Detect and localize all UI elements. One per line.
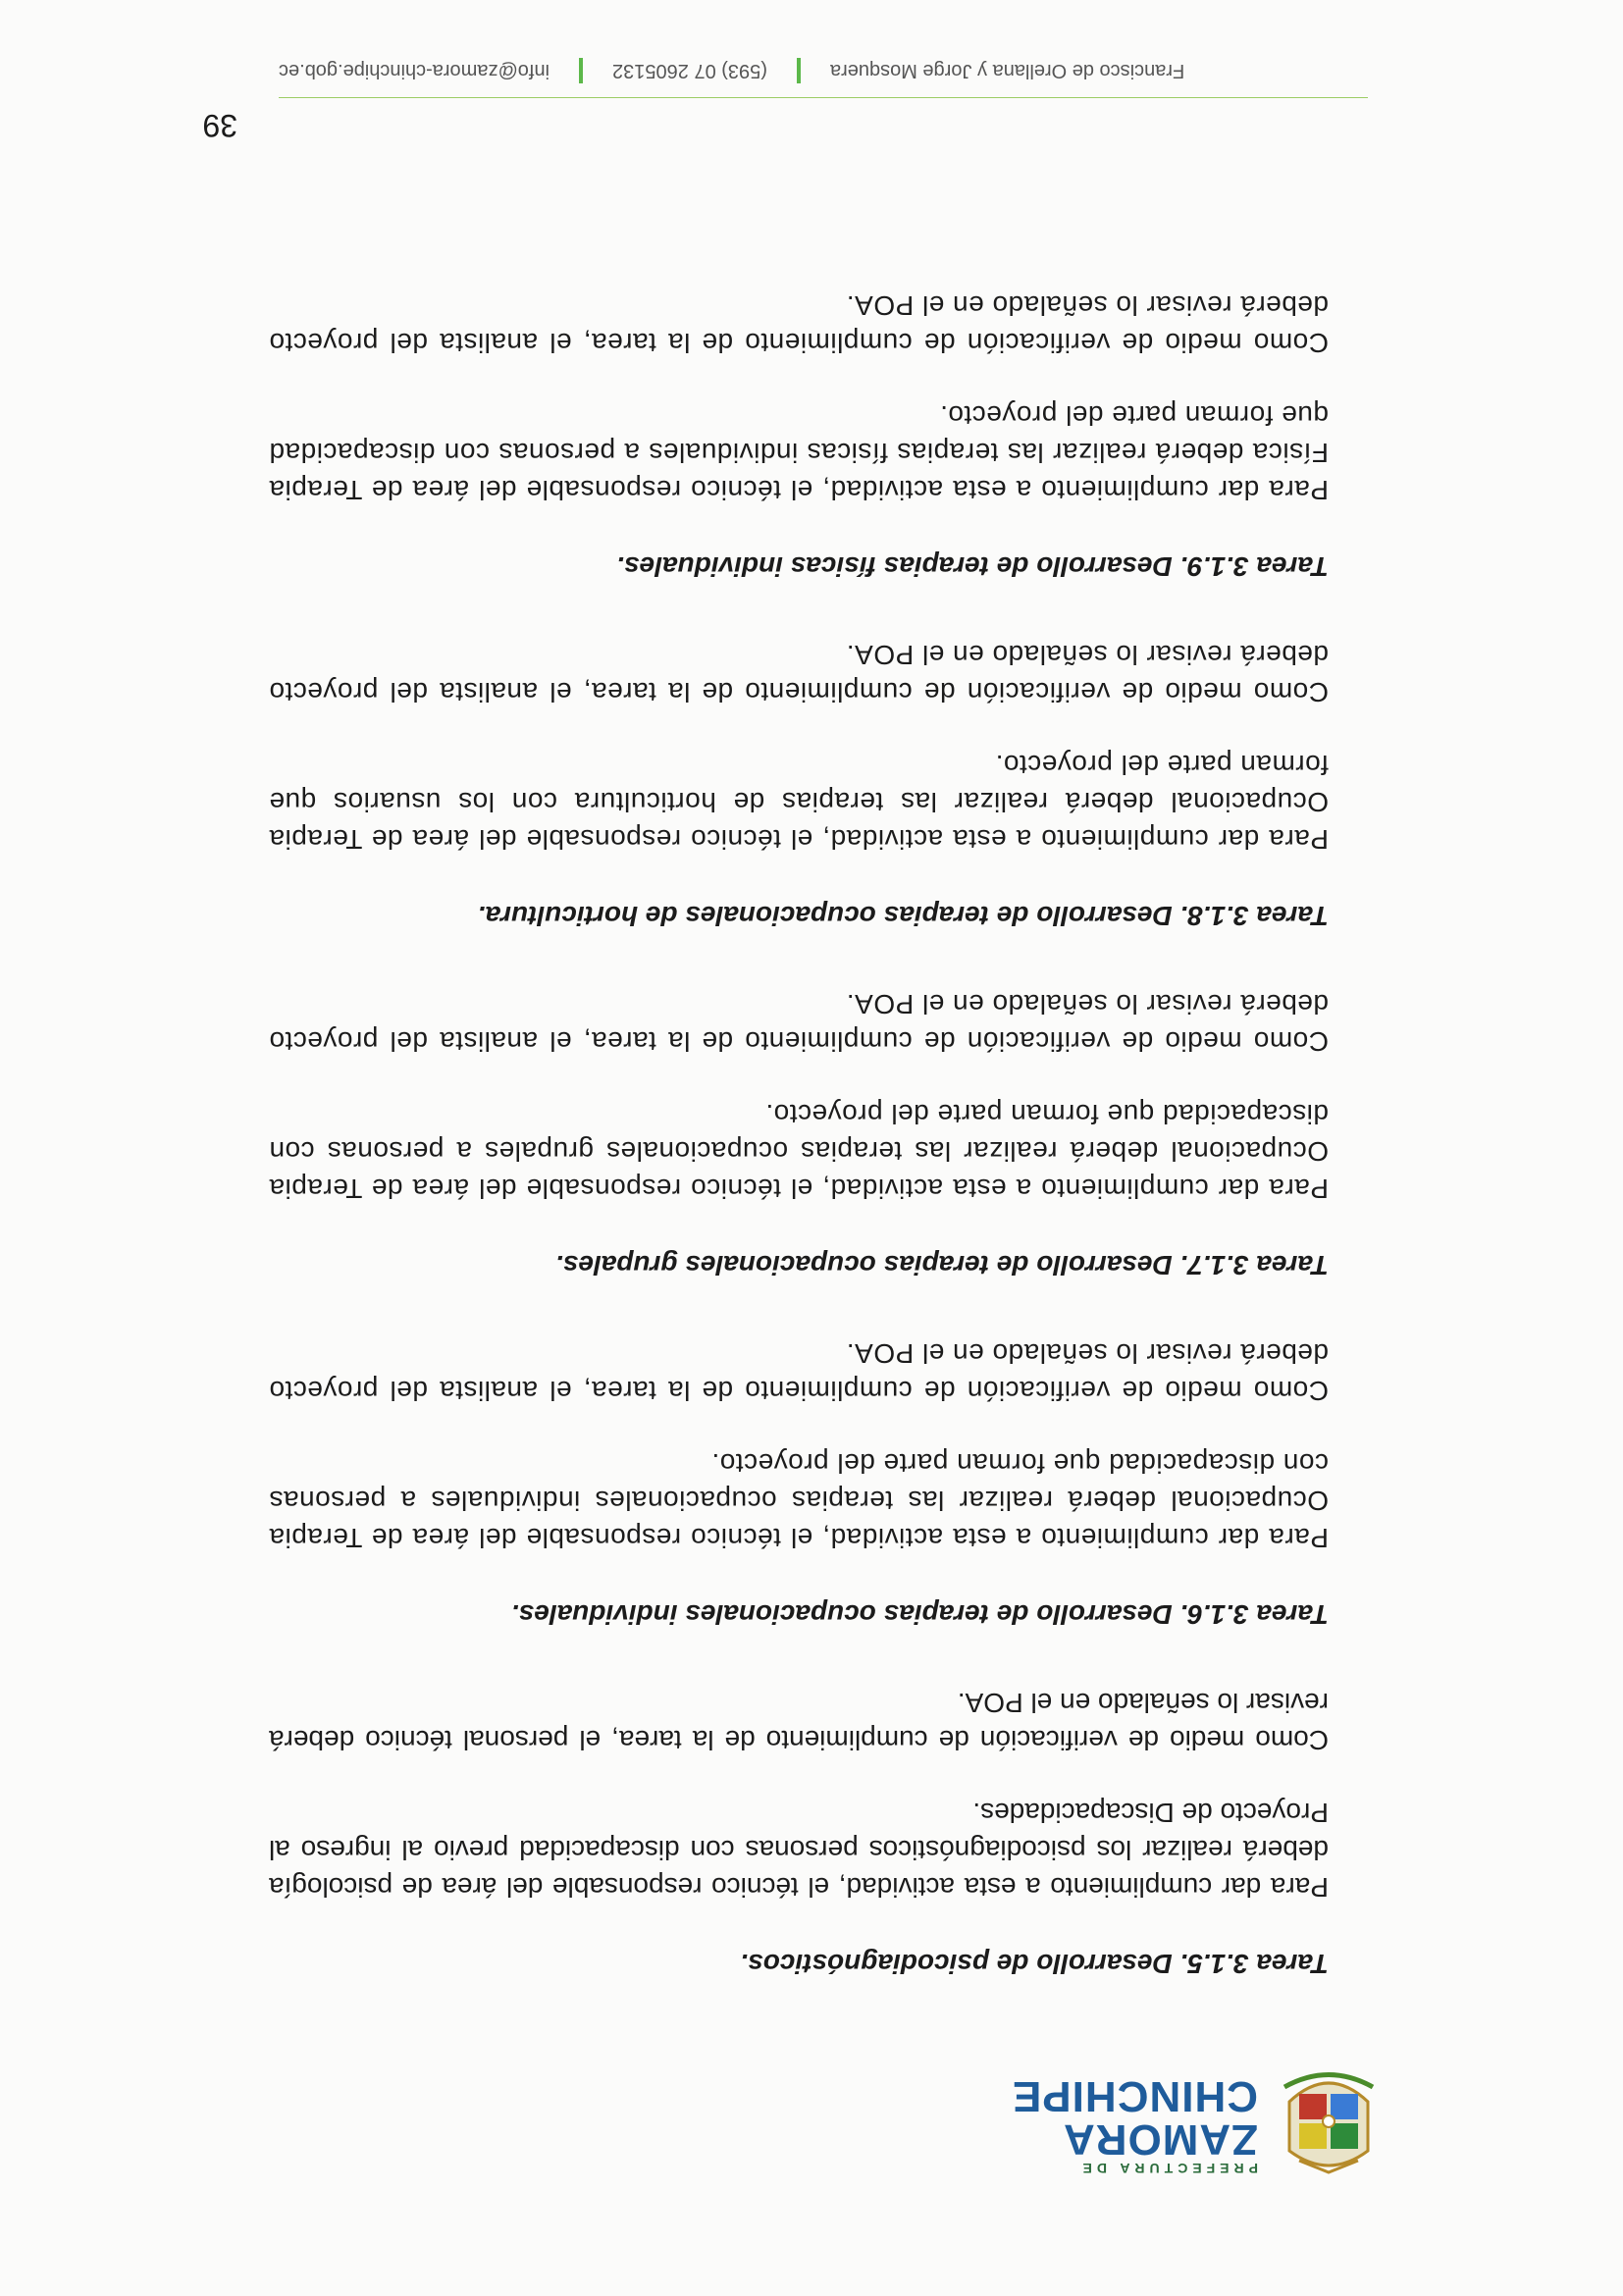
task-heading: Tarea 3.1.9. Desarrollo de terapias físicas individuales. [616, 551, 1329, 582]
paragraph: Como medio de verificación de cumplimiento de la tarea, el personal técnico deberá revisar lo señalado en el POA. [269, 1688, 1329, 1755]
brand-wordmark [1012, 2074, 1258, 2176]
brand-line-zamora: ZAMORA [1062, 2115, 1258, 2164]
paragraph: Para dar cumplimiento a esta actividad, el técnico responsable del área de psicología deberá realizar los psicodiagnósticos personas con discapacidad previo al ingreso al Proyecto de Discapacidades. [269, 1798, 1329, 1903]
paragraph: Como medio de verificación de cumplimiento de la tarea, el analista del proyecto deberá revisar lo señalado en el POA. [269, 290, 1329, 358]
brand-prefix: PREFECTURA DE [1077, 2161, 1258, 2176]
paragraph: Para dar cumplimiento a esta actividad, el técnico responsable del área de Terapia Ocupacional deberá realizar las terapias ocupacionales grupales a personas con discapacidad que forman parte del proyecto. [269, 1099, 1329, 1204]
paragraph: Como medio de verificación de cumplimiento de la tarea, el analista del proyecto deberá revisar lo señalado en el POA. [269, 640, 1329, 707]
section-3-1-7 [269, 985, 1329, 1281]
paragraph: Como medio de verificación de cumplimiento de la tarea, el analista del proyecto deberá revisar lo señalado en el POA. [269, 1338, 1329, 1406]
task-heading: Tarea 3.1.8. Desarrollo de terapias ocupacionales de horticultura. [477, 901, 1329, 931]
footer-phone: (593) 07 2605132 [612, 60, 767, 82]
task-heading: Tarea 3.1.5. Desarrollo de psicodiagnósticos. [740, 1949, 1329, 1979]
section-3-1-8 [269, 636, 1329, 932]
page-header [230, 2062, 1387, 2180]
page-footer [279, 38, 1368, 98]
footer-address: Francisco de Orellana y Jorge Mosquera [829, 60, 1185, 82]
paragraph: Para dar cumplimiento a esta actividad, el técnico responsable del área de Terapia Ocupacional deberá realizar las terapias ocupacionales individuales a personas con discapacidad que forman parte del proyecto. [269, 1448, 1329, 1553]
section-3-1-6 [269, 1334, 1329, 1631]
section-3-1-9 [269, 287, 1329, 583]
paragraph: Como medio de verificación de cumplimiento de la tarea, el analista del proyecto deberá revisar lo señalado en el POA. [269, 989, 1329, 1057]
coat-of-arms-logo [1270, 2062, 1387, 2180]
task-heading: Tarea 3.1.6. Desarrollo de terapias ocupacionales individuales. [510, 1599, 1329, 1630]
footer-email: info@zamora-chinchipe.gob.ec [279, 60, 550, 82]
page-number: 39 [202, 108, 237, 143]
paragraph: Para dar cumplimiento a esta actividad, el técnico responsable del área de Terapia Ocupacional deberá realizar las terapias de horticultura con los usuarios que forman parte del proyecto. [269, 750, 1329, 855]
brand-line-chinchipe: CHINCHIPE [1011, 2072, 1258, 2120]
main-content [269, 251, 1329, 1980]
footer-separator [797, 58, 801, 83]
footer-separator [579, 58, 583, 83]
paragraph: Para dar cumplimiento a esta actividad, el técnico responsable del área de Terapia Física deberá realizar las terapias físicas individuales a personas con discapacidad que forman parte del proyecto. [269, 400, 1329, 505]
task-heading: Tarea 3.1.7. Desarrollo de terapias ocupacionales grupales. [555, 1250, 1329, 1280]
section-3-1-5 [269, 1684, 1329, 1980]
